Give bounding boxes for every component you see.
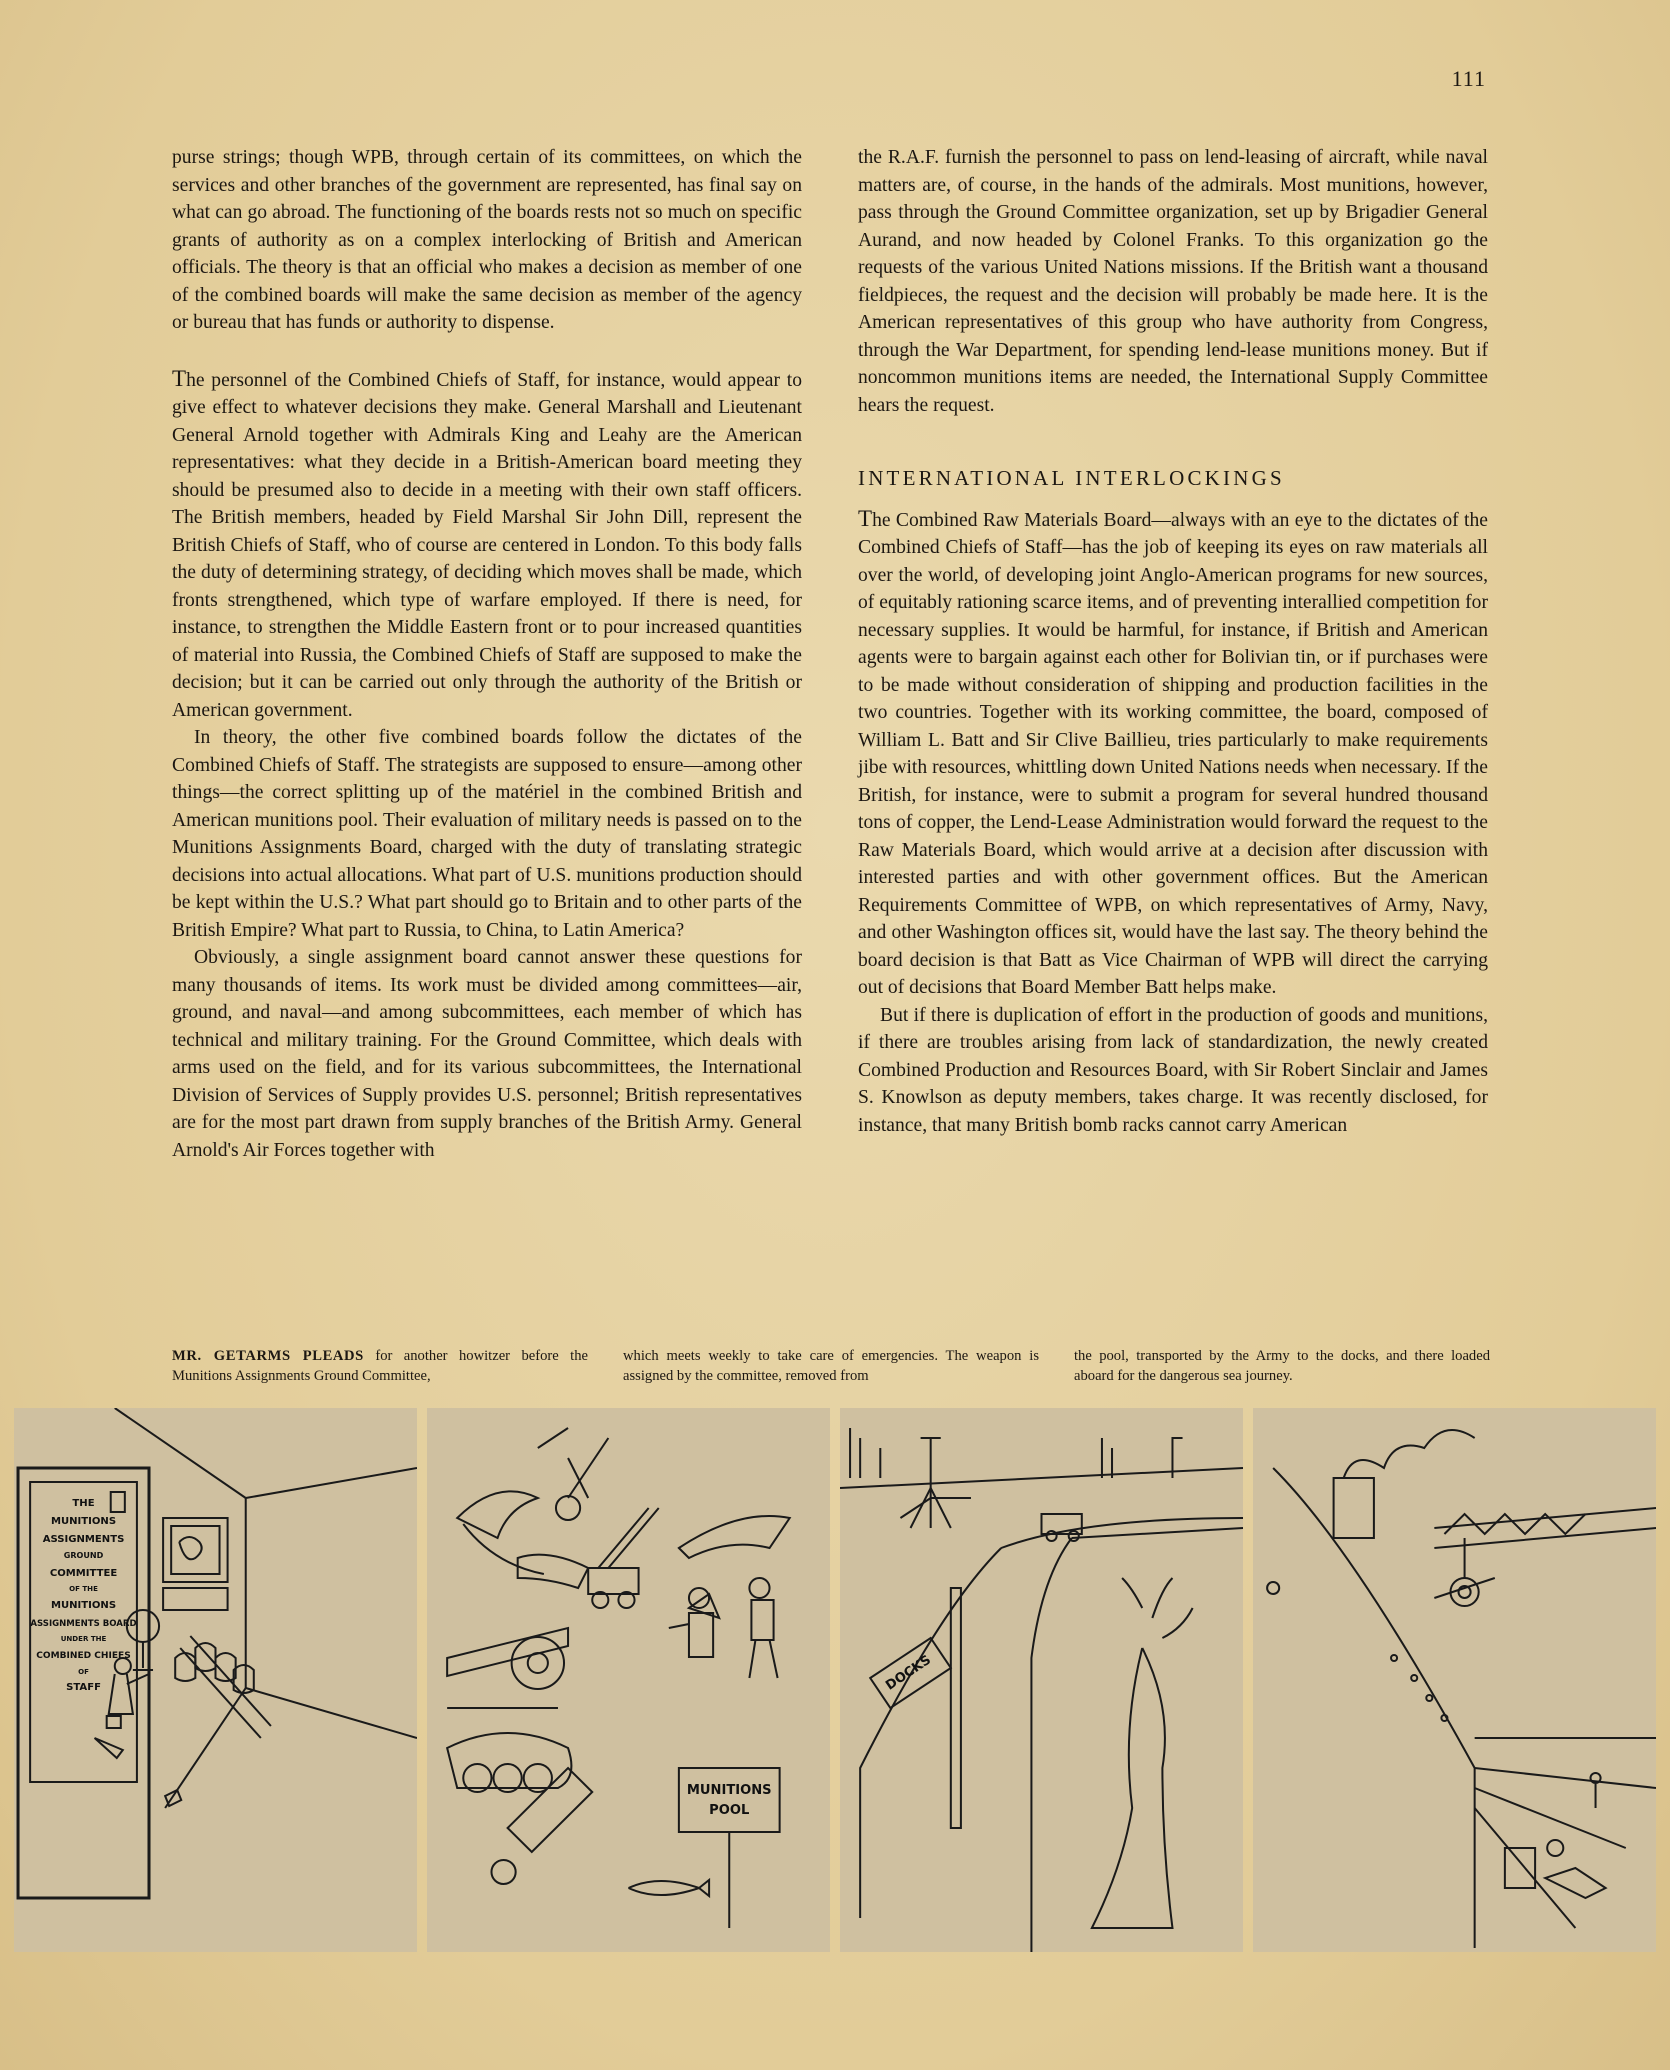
sign-line: THE: [72, 1498, 95, 1509]
committee-sign-text: [30, 1498, 136, 1693]
docks-sign-text: DOCKS: [883, 1652, 934, 1694]
paragraph: The personnel of the Combined Chiefs of Staff, for instance, would appear to give effect to whatever decisions they make. General Marshall and Lieutenant General Arnold together with Admirals King and Leahy are the American representatives: what they decide in a British-American board meeting they should be presumed also to decide in a meeting with their own staff officers. The British members, headed by Field Marshal Sir John Dill, represent the British Chiefs of Staff, who of course are centered in London. To this body falls the duty of determining strategy, of deciding which moves shall be made, which fronts strengthened, which type of warfare employed. If there is need, for instance, to strengthen the Middle Eastern front or to pour increased quantities of material into Russia, the Combined Chiefs of Staff are supposed to make the decision; but it can be carried out only through the authority of the British or American government.: [172, 365, 802, 721]
paragraph: But if there is duplication of effort in the production of goods and munitions, if there are troubles arising from lack of standardization, the newly created Combined Production and Resources Board, with Sir Robert Sinclair and James S. Knowlson as deputy members, takes charge. It was recently disclosed, for instance, that many British bomb racks cannot carry American: [858, 1004, 1488, 1136]
sign-line: COMMITTEE: [49, 1568, 118, 1579]
right-column: [858, 144, 1488, 1139]
sign-line: ASSIGNMENTS BOARD: [30, 1619, 137, 1629]
sign-line: STAFF: [66, 1682, 101, 1693]
sign-line: COMBINED CHIEFS: [36, 1651, 131, 1661]
paragraph: The Combined Raw Materials Board—always with an eye to the dictates of the Combined Chiefs of Staff—has the job of keeping its eyes on raw materials all over the world, of developing joint Anglo-American programs for new sources, of equitably rationing scarce items, and of preventing interallied competition for necessary supplies. It would be harmful, for instance, if British and American agents were to bargain against each other for Bolivian tin, or if purchases were to be made without consideration of shipping and production facilities in the two countries. Together with its working committee, the board, composed of William L. Batt and Sir Clive Baillieu, tries particularly to make requirements jibe with resources, whittling down United Nations needs when necessary. If the British, for instance, were to submit a program for several hundred thousand tons of copper, the Lend-Lease Administration would forward the request to the Raw Materials Board, which would arrive at a decision after discussion with interested parties and with other government offices. But the American Requirements Committee of WPB, on which representatives of Army, Navy, and other Washington offices sit, would have the last say. The theory behind the board decision is that Batt as Vice Chairman of WPB will direct the carrying out of decisions that Board Member Batt helps make.: [858, 505, 1488, 998]
pool-sign-text: [687, 1783, 772, 1818]
sign-line: MUNITIONS: [686, 1783, 772, 1798]
munitions-pool-illustration: [427, 1408, 830, 1952]
illustration-strip: [14, 1408, 1656, 1952]
illustration-caption: [172, 1346, 1490, 1386]
sign-line: GROUND: [63, 1551, 104, 1560]
sign-line: OF: [78, 1667, 89, 1676]
road-to-docks-illustration: [840, 1408, 1243, 1952]
caption-part-1: [172, 1346, 588, 1386]
paragraph: purse strings; though WPB, through certain of its committees, on which the services and other branches of the government are represented, has final say on what can go abroad. The functioning of the boards rests not so much on specific grants of authority as on a complex interlocking of British and American officials. The theory is that an official who makes a decision as member of one of the combined boards will make the same decision as member of the agency or bureau that has funds or authority to dispense.: [172, 147, 802, 333]
committee-room-drawing: [14, 1408, 417, 1952]
paragraph: the R.A.F. furnish the personnel to pass on lend-leasing of aircraft, while naval matters are, of course, in the hands of the admirals. Most munitions, however, pass through the Ground Committee organization, set up by Brigadier General Aurand, and now headed by Colonel Franks. To this organization go the requests of the various United Nations missions. If the British want a thousand fieldpieces, the request and the decision will probably be made here. It is the American representatives of this group who have authority from Congress, through the War Department, for spending lend-lease munitions money. But if noncommon munitions items are needed, the International Supply Committee hears the request.: [858, 147, 1488, 416]
sign-line: MUNITIONS: [50, 1516, 117, 1527]
ship-loading-illustration: [1253, 1408, 1656, 1952]
sign-line: ASSIGNMENTS: [42, 1534, 125, 1545]
paragraph: Obviously, a single assignment board cannot answer these questions for many thousands of items. Its work must be divided among committees—air, ground, and naval—and among subcommittees, each member of which has technical and military training. For the Ground Committee, which deals with arms used on the field, and for its various subcommittees, the International Division of Services of Supply provides U.S. personnel; British representatives are for the most part drawn from supply branches of the British Army. General Arnold's Air Forces together with: [172, 947, 802, 1161]
caption-lead: MR. GETARMS PLEADS: [172, 1348, 364, 1364]
sign-line: UNDER THE: [60, 1634, 107, 1643]
section-heading: INTERNATIONAL INTERLOCKINGS: [858, 466, 1285, 490]
sign-line: OF THE: [69, 1584, 98, 1593]
sign-line: MUNITIONS: [50, 1600, 117, 1611]
left-column: [172, 144, 802, 1164]
paragraph: In theory, the other five combined boards follow the dictates of the Combined Chiefs of Staff. The strategists are supposed to ensure—among other things—the correct splitting up of the matériel in the combined British and American munitions pool. Their evaluation of military needs is passed on to the Munitions Assignments Board, charged with the duty of translating strategic decisions into actual allocations. What part of U.S. munitions production should be kept within the U.S.? What part should go to Britain and to other parts of the British Empire? What part to Russia, to China, to Latin America?: [172, 727, 802, 941]
page-number: 111: [1451, 66, 1486, 91]
committee-room-illustration: [14, 1408, 417, 1952]
road-drawing: [840, 1408, 1243, 1952]
munitions-pool-drawing: [427, 1408, 830, 1952]
sign-line: POOL: [709, 1803, 750, 1818]
ship-drawing: [1253, 1408, 1656, 1952]
caption-part-3: the pool, transported by the Army to the docks, and there loaded aboard for the dangerous sea journey.: [1074, 1348, 1490, 1384]
caption-part-2: which meets weekly to take care of emergencies. The weapon is assigned by the committee, removed from: [623, 1348, 1039, 1384]
caption-text: for another howitzer before the Munitions Assignments Ground Committee,: [172, 1348, 588, 1384]
